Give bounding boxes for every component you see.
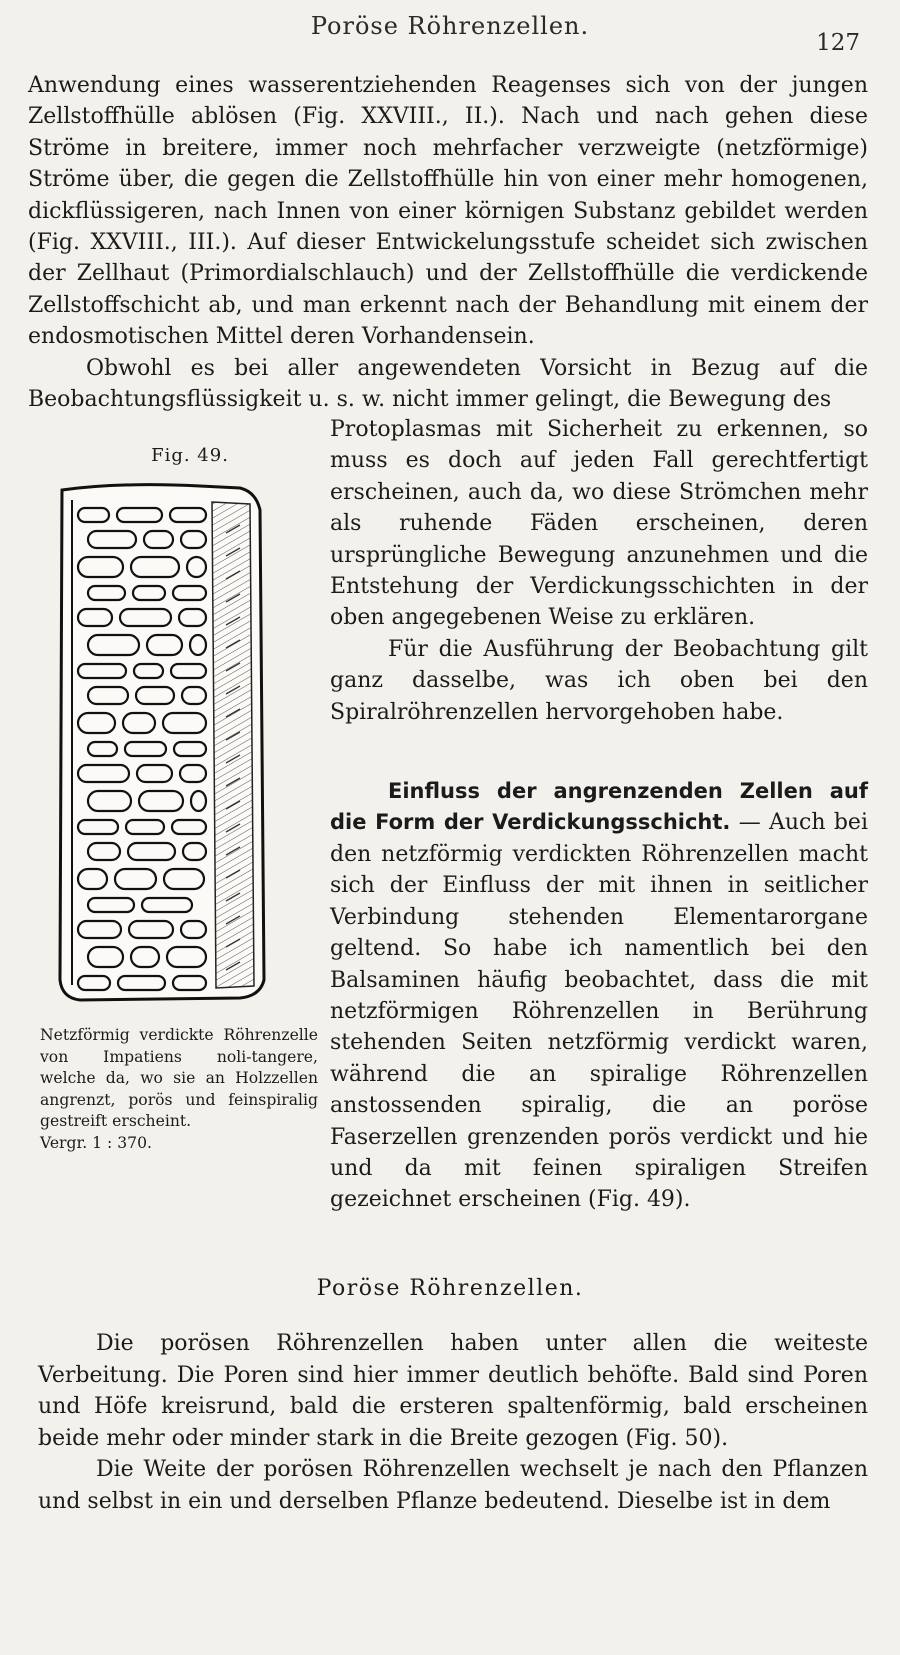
pit-mark (147, 635, 182, 655)
figure-label: Fig. 49. (151, 445, 229, 466)
pit-mark (171, 664, 206, 678)
pit-mark (172, 820, 206, 834)
pit-mark (173, 976, 206, 990)
pit-mark (126, 820, 164, 834)
pit-mark (180, 765, 206, 782)
pit-mark (142, 898, 192, 912)
pit-mark (88, 947, 123, 967)
paragraph-einfluss (330, 776, 868, 1216)
pit-mark (78, 921, 121, 938)
pit-mark (88, 586, 125, 600)
pit-mark (115, 869, 156, 889)
figure-scale: Vergr. 1 : 370. (40, 1133, 152, 1152)
pit-mark (88, 687, 128, 704)
paragraph-porose-1: Die porösen Röhrenzellen haben unter allen die weiteste Verbeitung. Die Poren sind hier immer deutlich behöfte. Bald sind Poren und Höfe kreisrund, bald die ersteren spaltenförmig, bald erscheinen beide mehr oder minder stark in die Breite gezogen (Fig. 50). (38, 1331, 868, 1451)
pit-mark (88, 742, 117, 756)
pit-mark (88, 898, 134, 912)
running-head: Poröse Röhrenzellen. (310, 12, 590, 40)
pit-mark (78, 820, 118, 834)
page-number: 127 (816, 30, 860, 56)
pit-mark (133, 586, 165, 600)
right-text-column (330, 414, 868, 1216)
section-title-porose: Poröse Röhrenzellen. (316, 1276, 584, 1301)
pit-mark (136, 687, 174, 704)
pit-mark (144, 531, 173, 548)
pit-mark (128, 843, 175, 860)
pit-mark (120, 609, 171, 626)
pit-mark (187, 557, 206, 577)
pit-mark (131, 557, 179, 577)
pit-mark (78, 976, 110, 990)
pit-mark (179, 609, 206, 626)
pit-mark (78, 765, 129, 782)
pit-mark (139, 791, 183, 811)
pit-mark (183, 843, 206, 860)
pit-mark (118, 976, 165, 990)
pit-mark (181, 531, 206, 548)
pit-mark (88, 531, 136, 548)
pit-mark (78, 869, 107, 889)
pit-mark (78, 664, 126, 678)
pit-mark (129, 921, 173, 938)
bottom-text-block (38, 1328, 868, 1518)
pit-mark (78, 609, 112, 626)
pit-mark (170, 508, 206, 522)
pit-mark (164, 869, 204, 889)
pit-mark (182, 687, 206, 704)
pit-mark (191, 791, 206, 811)
paragraph-porose-2: Die Weite der porösen Röhrenzellen wechselt je nach den Pflanzen und selbst in ein und derselben Pflanze bedeutend. Dieselbe ist in dem (38, 1457, 868, 1514)
pit-mark (137, 765, 172, 782)
pit-mark (88, 843, 120, 860)
figure-caption (40, 1025, 318, 1154)
paragraph-einfluss-text: — Auch bei den netzförmig verdickten Röhrenzellen macht sich der Einfluss der mit ihnen in seitlicher Verbindung stehenden Elementarorgane geltend. So habe ich namentlich bei den Balsaminen häufig beobachtet, dass die mit netzförmigen Röhrenzellen in Berührung stehenden Seiten netzförmig verdickt waren, während die an spiralige Röhrenzellen anstossenden spiralig, die an poröse Faserzellen grenzenden porös verdickt und hie und da mit feinen spiraligen Streifen gezeichnet erscheinen (Fig. 49). (330, 810, 868, 1213)
paragraph-protoplasma (28, 353, 868, 416)
pit-mark (181, 921, 206, 938)
pit-mark (88, 635, 139, 655)
pit-mark (163, 713, 206, 733)
pit-mark (125, 742, 166, 756)
pit-mark (131, 947, 159, 967)
figure-49 (40, 445, 340, 1154)
pit-mark (78, 713, 115, 733)
pit-mark (78, 508, 109, 522)
reticulate-vessel-illustration (50, 480, 285, 1005)
top-text-block (28, 70, 868, 415)
paragraph-protoplasma-continued: Protoplasmas mit Sicherheit zu erkennen, so muss es doch auf jeden Fall gerechtfertigt erscheinen, auch da, wo diese Strömchen mehr als ruhende Fäden erscheinen, deren ursprüngliche Bewegung anzunehmen und die Entstehung der Verdickungsschichten in der oben angegebenen Weise zu erklären. (330, 417, 868, 631)
paragraph-cell-development: Anwendung eines wasserentziehenden Reagenses sich von der jungen Zellstoffhülle ablösen (Fig. XXVIII., II.). Nach und nach gehen diese Ströme in breitere, immer noch mehrfacher verzweigte (netzförmige) Ströme über, die gegen die Zellstoffhülle hin von einer mehr homogenen, dickflüssigeren, nach Innen von einer körnigen Substanz gebildet werden (Fig. XXVIII., III.). Auf dieser Entwickelungsstufe scheidet sich zwischen der Zellhaut (Primordialschlauch) und der Zellstoffhülle die verdickende Zellstoffschicht ab, und man erkennt nach der Behandlung mit einem der endosmotischen Mittel deren Vorhandensein. (28, 73, 868, 350)
pit-mark (134, 664, 163, 678)
pit-mark (117, 508, 162, 522)
pit-mark (167, 947, 206, 967)
pit-mark (123, 713, 155, 733)
paragraph-ausfuehrung: Für die Ausführung der Beobachtung gilt ganz dasselbe, was ich oben bei den Spiralröhrenzellen hervorgehoben habe. (330, 636, 868, 725)
pit-mark (174, 742, 206, 756)
paragraph-protoplasma-head: Obwohl es bei aller angewendeten Vorsicht in Bezug auf die Beobachtungsflüssigkeit u. s. w. nicht immer gelingt, die Bewegung des (28, 355, 868, 413)
pit-mark (88, 791, 131, 811)
pit-mark (173, 586, 206, 600)
pit-mark (78, 557, 123, 577)
figure-caption-text: Netzförmig verdickte Röhrenzelle von Impatiens noli-tangere, welche da, wo sie an Holzzellen angrenzt, porös und feinspiralig gestreift erscheint. (40, 1026, 318, 1130)
pit-mark (190, 635, 206, 655)
section-heading-einfluss: Einfluss der angrenzenden Zellen auf die Form der Verdickungsschicht. (330, 779, 868, 835)
